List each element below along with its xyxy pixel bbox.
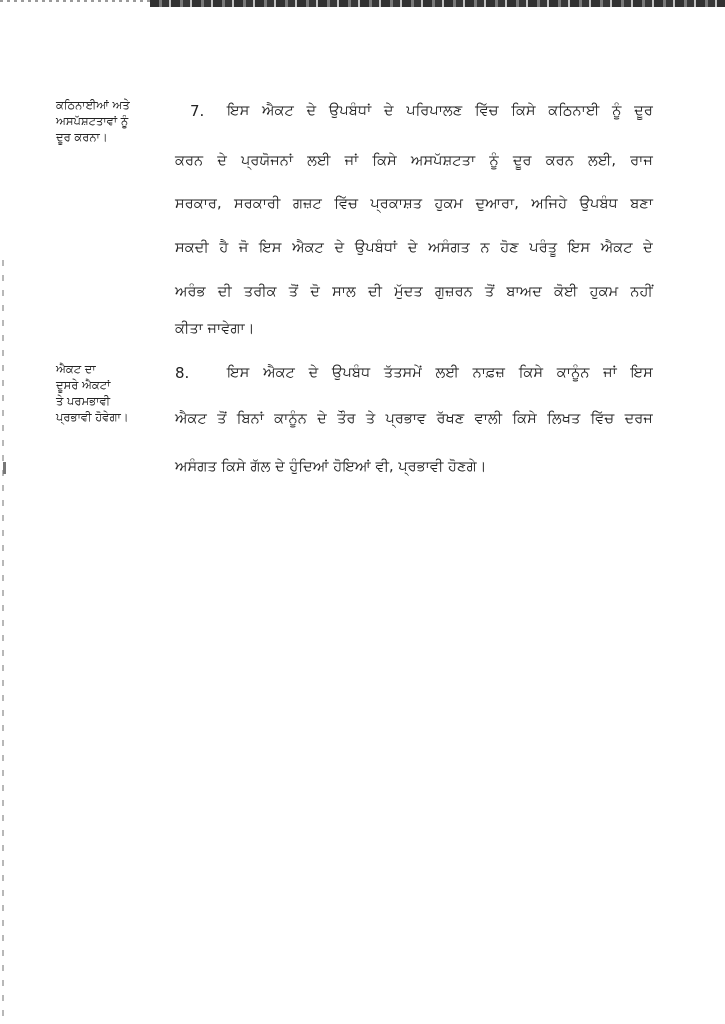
word: ਲਈ: [435, 364, 459, 381]
word: ਇਸ: [567, 239, 591, 256]
word: ਕਿਸੇ: [518, 364, 544, 381]
scan-mark-left: [3, 462, 6, 474]
word: ਬਣਾ: [630, 195, 653, 212]
section-8-number: 8.: [175, 364, 190, 382]
word: ਤੱਤਸਮੇਂ: [383, 364, 422, 381]
word: ਇਸ: [259, 239, 282, 256]
text-line: ਅਸੰਗਤ ਕਿਸੇ ਗੱਲ ਦੇ ਹੁੰਦਿਆਂ ਹੋਇਆਂ ਵੀ, ਪ੍ਰਭਾਵੀ ਹੋਣਗੇ।: [175, 458, 487, 475]
section-7-line-6: [175, 320, 653, 337]
word: ਤੋਂ: [217, 410, 227, 427]
word: ਦੇ: [317, 410, 327, 427]
word: ਪ੍ਰਯੋਜਨਾਂ: [241, 152, 293, 169]
word: ਦੋ: [310, 283, 320, 300]
word: ਤਰੀਕ: [243, 283, 277, 300]
text-line: [175, 195, 653, 212]
word: ਹੈ: [219, 239, 229, 256]
word: ਪ੍ਰਕਾਸ਼ਤ: [370, 195, 423, 212]
word: ਸਾਲ: [332, 283, 356, 300]
word: ਨ: [480, 239, 490, 256]
word: ਉਪਬੰਧਾਂ: [354, 239, 398, 256]
word: ਐਕਟ: [263, 364, 295, 381]
word: ਵਿੱਚ: [474, 102, 499, 119]
word: ਐਕਟ: [262, 102, 294, 119]
margin-note-line: ਦੂਸਰੇ ਐਕਟਾਂ: [56, 378, 111, 392]
word: ਕੋਈ: [554, 283, 578, 300]
word: ਦੇ: [383, 102, 394, 119]
word: ਨੂੰ: [489, 152, 499, 169]
word: ਐਕਟ: [175, 410, 207, 427]
text-line: ਕੀਤਾ ਜਾਵੇਗਾ।: [175, 320, 255, 337]
section-8-margin-note: [56, 361, 148, 425]
word: ਦੇ: [407, 239, 418, 256]
word: ਦੂਰ: [512, 152, 532, 169]
word: ਉਪਬੰਧਾਂ: [328, 102, 372, 119]
word: ਇਸ: [227, 102, 250, 119]
section-7-margin-note: [56, 97, 148, 145]
word: ਦੀ: [217, 283, 232, 300]
word: ਵਿੱਚ: [590, 410, 615, 427]
text-line: [227, 364, 653, 381]
word: ਦੇ: [217, 152, 227, 169]
section-7-line-2: [175, 152, 653, 169]
word: ਵਿੱਚ: [334, 195, 358, 212]
section-7-line-1: [227, 102, 653, 119]
word: ਕਿਸੇ: [512, 410, 537, 427]
word: ਇਸ: [630, 364, 653, 381]
word: ਇਸ: [227, 364, 250, 381]
word: ਪ੍ਰਭਾਵ: [385, 410, 427, 427]
word: ਕਠਿਨਾਈ: [548, 102, 600, 119]
margin-note-line: ਪ੍ਰਭਾਵੀ ਹੋਵੇਗਾ।: [56, 410, 129, 424]
word: ਪਰੰਤੂ: [529, 239, 558, 256]
scan-border-top: [150, 0, 725, 7]
word: ਦੇ: [306, 102, 317, 119]
section-7-line-5: [175, 283, 653, 300]
word: ਜੋ: [238, 239, 249, 256]
word: ਬਿਨਾਂ: [236, 410, 264, 427]
text-line: [175, 283, 653, 300]
word: ਕਰਨ: [545, 152, 574, 169]
word: ਜਾਂ: [603, 364, 617, 381]
word: ਸਰਕਾਰੀ: [234, 195, 281, 212]
word: ਬਾਅਦ: [506, 283, 542, 300]
margin-note-line: ਤੇ ਪਰਮਭਾਵੀ: [56, 394, 111, 408]
word: ਕਰਨ: [175, 152, 204, 169]
word: ਅਰੰਭ: [175, 283, 206, 300]
word: ਨਾਫ਼ਜ਼: [472, 364, 506, 381]
text-line: [175, 410, 653, 427]
margin-note-line: ਐਕਟ ਦਾ: [56, 362, 96, 376]
word: ਲਈ,: [587, 152, 617, 169]
word: ਹੋਣ: [500, 239, 519, 256]
section-7-line-3: [175, 195, 653, 212]
section-7-line-4: [175, 239, 653, 256]
word: ਕਾਨੂੰਨ: [274, 410, 307, 427]
word: ਅਜਿਹੇ: [531, 195, 568, 212]
text-line: [175, 239, 653, 256]
word: ਤੋਂ: [288, 283, 299, 300]
word: ਦੇ: [308, 364, 319, 381]
word: ਅਸਪੱਸ਼ਟਤਾ: [410, 152, 476, 169]
word: ਐਕਟ: [600, 239, 633, 256]
section-7-number: 7.: [190, 102, 205, 120]
word: ਦੂਰ: [634, 102, 653, 119]
word: ਦੇ: [643, 239, 653, 256]
word: ਲਿਖਤ: [547, 410, 581, 427]
word: ਕਿਸੇ: [511, 102, 536, 119]
word: ਲਈ: [307, 152, 331, 169]
word: ਦੁਆਰਾ,: [475, 195, 519, 212]
word: ਹੁਕਮ: [589, 283, 619, 300]
word: ਸਕਦੀ: [175, 239, 209, 256]
margin-note-line: ਅਸਪੱਸ਼ਟਤਾਵਾਂ ਨੂੰ: [56, 114, 129, 128]
word: ਸਰਕਾਰ,: [175, 195, 222, 212]
word: ਤੇ: [365, 410, 376, 427]
word: ਪਰਿਪਾਲਣ: [406, 102, 463, 119]
word: ਗੁਜ਼ਰਨ: [434, 283, 473, 300]
word: ਰੱਖਣ: [436, 410, 465, 427]
word: ਤੋਂ: [484, 283, 495, 300]
word: ਦੀ: [367, 283, 383, 300]
word: ਅਸੰਗਤ: [428, 239, 470, 256]
word: ਐਕਟ: [292, 239, 324, 256]
word: ਉਪਬੰਧ: [331, 364, 371, 381]
word: ਵਾਲੀ: [474, 410, 503, 427]
section-8-line-3: [175, 458, 653, 475]
word: ਦੇ: [334, 239, 345, 256]
scan-border-top-faint: [0, 0, 150, 2]
text-line: [227, 102, 653, 119]
margin-note-line: ਕਠਿਨਾਈਆਂ ਅਤੇ: [56, 98, 130, 112]
word: ਰਾਜ: [630, 152, 653, 169]
word: ਨਹੀਂ: [630, 283, 653, 300]
word: ਉਪਬੰਧ: [579, 195, 618, 212]
section-8-line-1: [227, 364, 653, 381]
word: ਹੁਕਮ: [434, 195, 464, 212]
text-line: [175, 152, 653, 169]
word: ਤੌਰ: [337, 410, 356, 427]
word: ਕਾਨੂੰਨ: [556, 364, 590, 381]
word: ਨੂੰ: [612, 102, 622, 119]
word: ਮੁੱਦਤ: [394, 283, 423, 300]
word: ਜਾਂ: [344, 152, 359, 169]
section-8-line-2: [175, 410, 653, 427]
word: ਗਜ਼ਟ: [292, 195, 322, 212]
word: ਦਰਜ: [624, 410, 653, 427]
word: ਕਿਸੇ: [372, 152, 397, 169]
scan-border-left: [2, 260, 4, 1024]
margin-note-line: ਦੂਰ ਕਰਨਾ।: [56, 130, 108, 144]
